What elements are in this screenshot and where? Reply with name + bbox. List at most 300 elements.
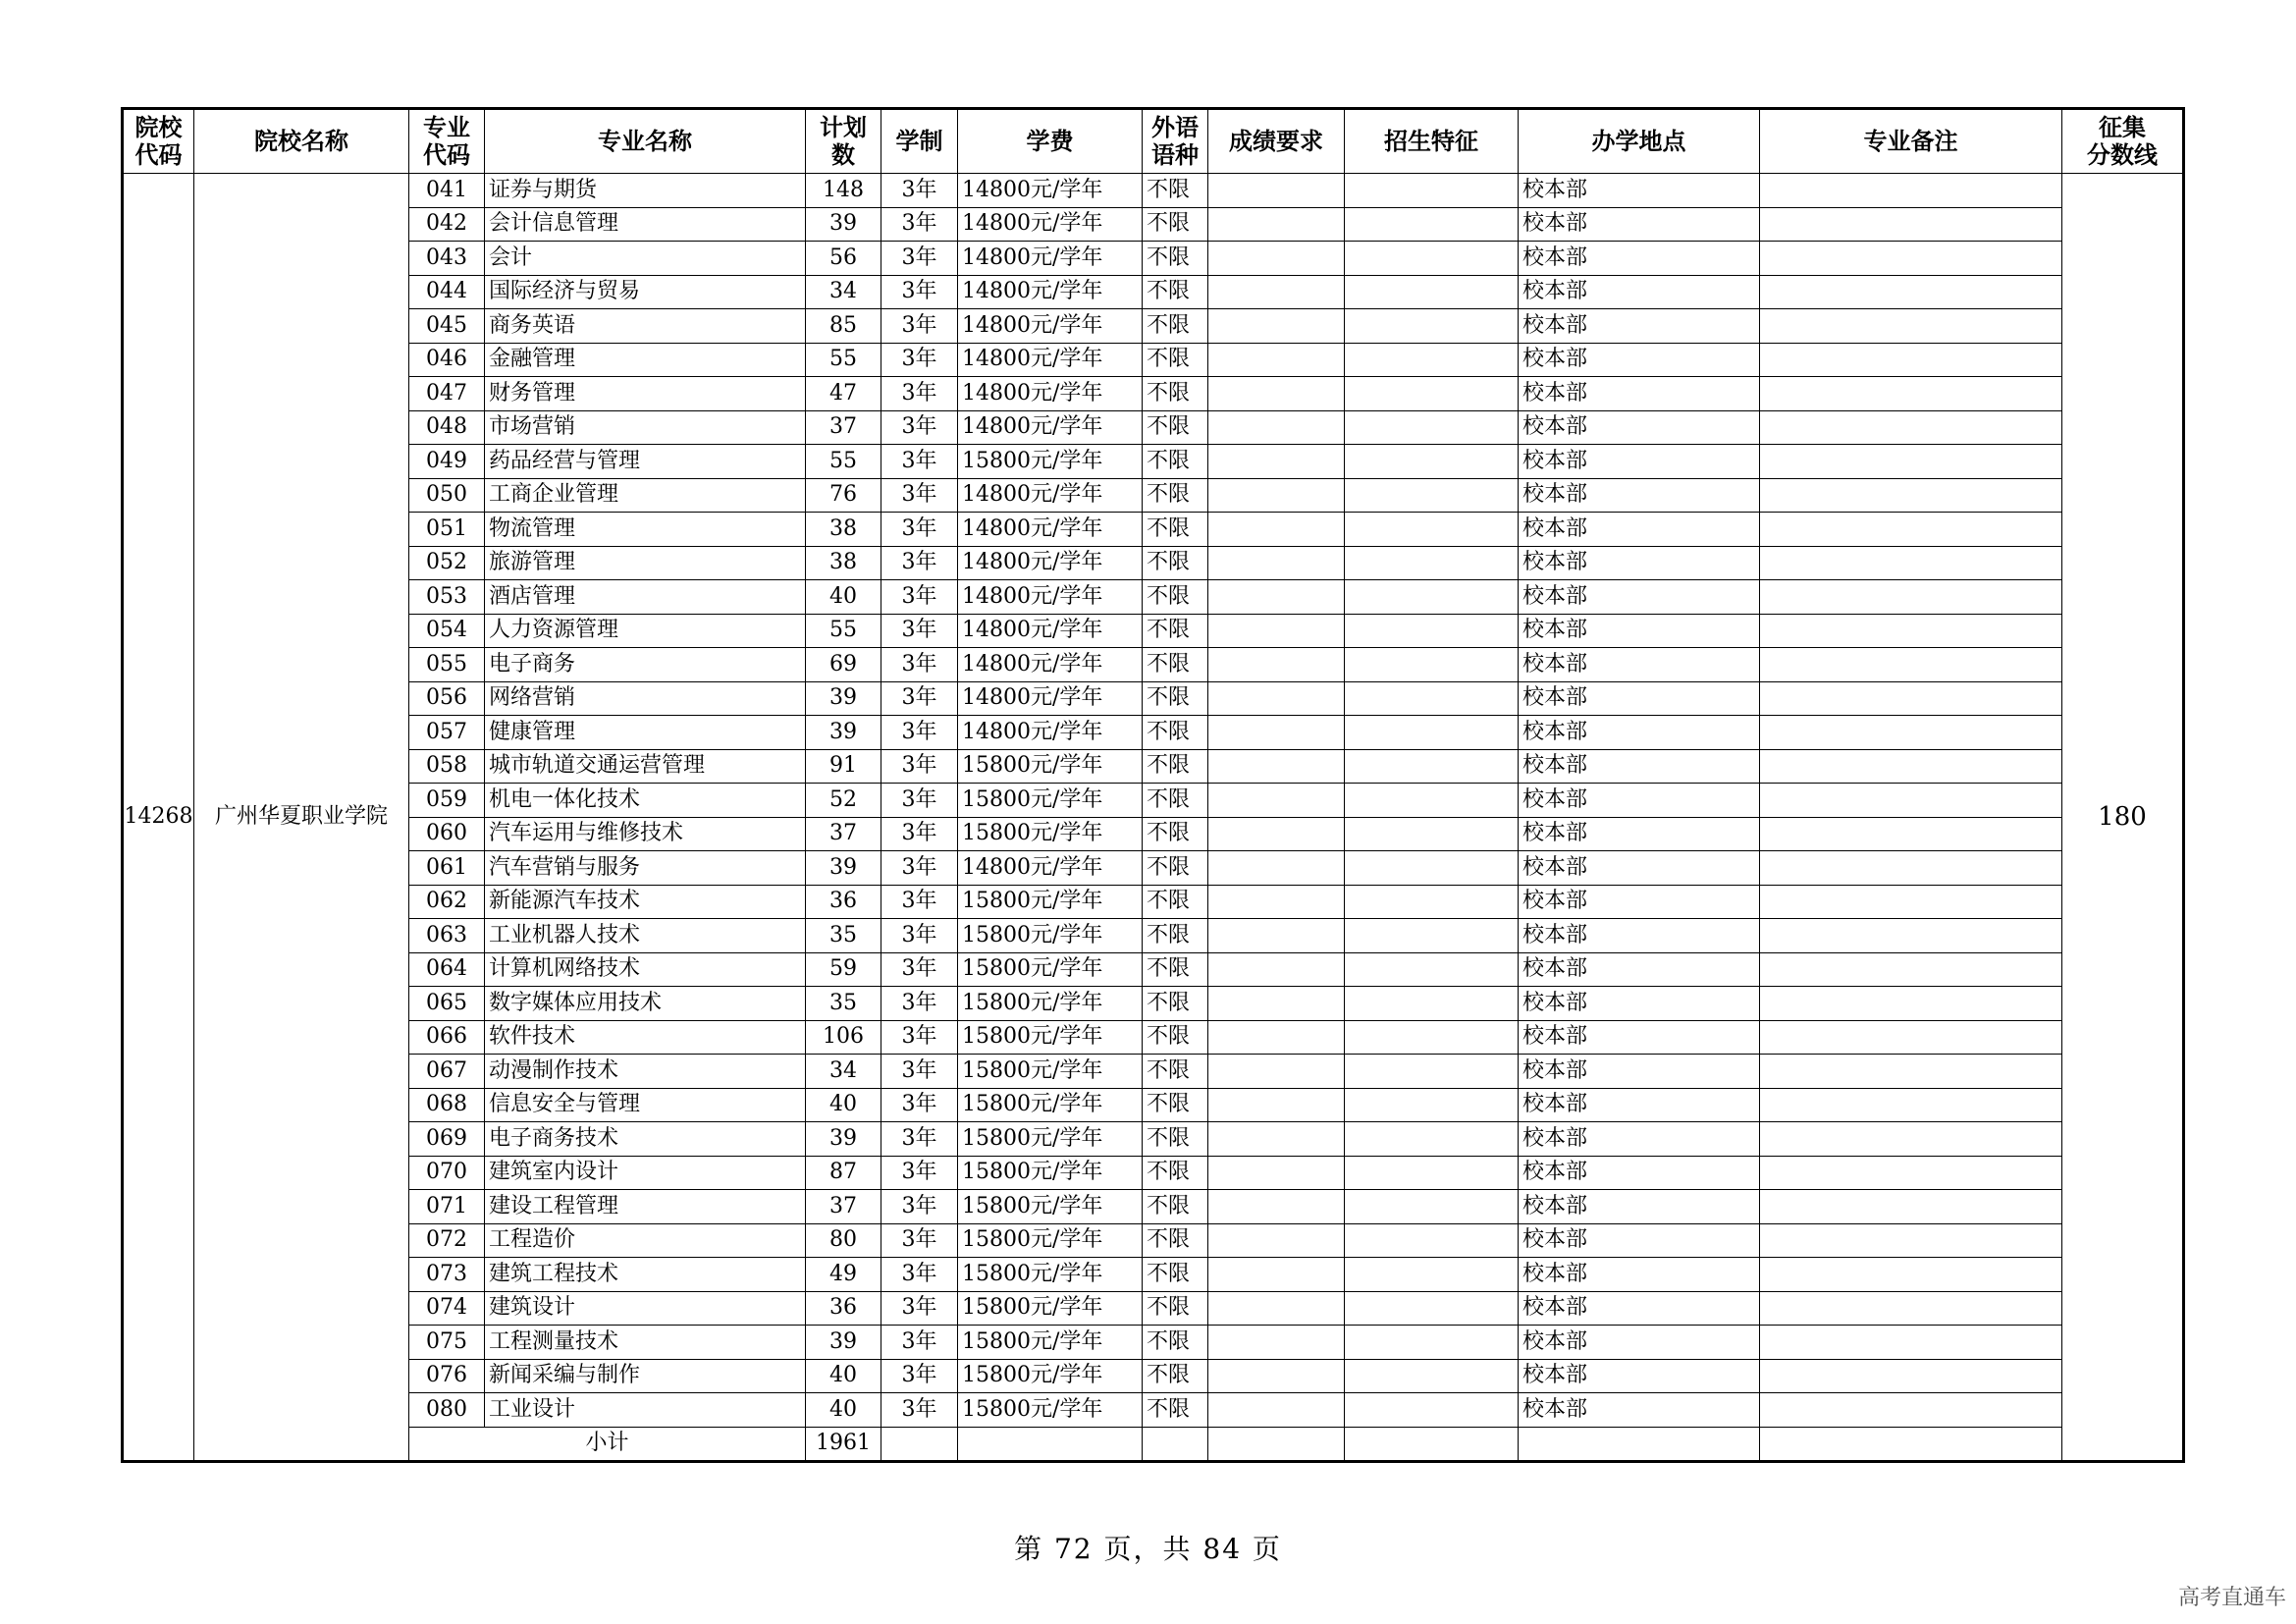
duration-cell: 3年	[881, 1258, 958, 1292]
major-name-cell: 汽车运用与维修技术	[485, 817, 806, 851]
language-cell: 不限	[1143, 716, 1208, 750]
cutoff-cell: 180	[2062, 174, 2184, 1462]
language-cell: 不限	[1143, 513, 1208, 547]
major-code-cell: 060	[409, 817, 485, 851]
tuition-cell: 15800元/学年	[958, 1190, 1143, 1224]
subtotal-duration	[881, 1427, 958, 1462]
features-cell	[1345, 1258, 1519, 1292]
major-name-cell: 商务英语	[485, 309, 806, 344]
major-code-cell: 054	[409, 614, 485, 648]
tuition-cell: 15800元/学年	[958, 1393, 1143, 1428]
major-code-cell: 042	[409, 207, 485, 242]
campus-cell: 校本部	[1519, 580, 1760, 615]
score-requirement-cell	[1208, 1088, 1345, 1122]
score-requirement-cell	[1208, 1122, 1345, 1157]
score-requirement-cell	[1208, 919, 1345, 953]
subtotal-label: 小计	[409, 1427, 806, 1462]
tuition-cell: 15800元/学年	[958, 1020, 1143, 1055]
plan-cell: 39	[806, 1326, 881, 1360]
table-row	[123, 1258, 2184, 1292]
language-cell: 不限	[1143, 1156, 1208, 1190]
major-code-cell: 070	[409, 1156, 485, 1190]
major-name-cell: 工业设计	[485, 1393, 806, 1428]
plan-cell: 35	[806, 919, 881, 953]
table-row	[123, 377, 2184, 411]
header-remarks: 专业备注	[1760, 109, 2062, 174]
score-requirement-cell	[1208, 513, 1345, 547]
remarks-cell	[1760, 174, 2062, 208]
remarks-cell	[1760, 580, 2062, 615]
major-code-cell: 064	[409, 952, 485, 987]
duration-cell: 3年	[881, 1223, 958, 1258]
header-major-name: 专业名称	[485, 109, 806, 174]
duration-cell: 3年	[881, 513, 958, 547]
language-cell: 不限	[1143, 1122, 1208, 1157]
major-name-cell: 网络营销	[485, 681, 806, 716]
major-code-cell: 065	[409, 987, 485, 1021]
remarks-cell	[1760, 716, 2062, 750]
features-cell	[1345, 1055, 1519, 1089]
features-cell	[1345, 614, 1519, 648]
table-row	[123, 1393, 2184, 1428]
tuition-cell: 15800元/学年	[958, 952, 1143, 987]
plan-cell: 69	[806, 648, 881, 682]
duration-cell: 3年	[881, 1122, 958, 1157]
table-row	[123, 817, 2184, 851]
features-cell	[1345, 174, 1519, 208]
features-cell	[1345, 1326, 1519, 1360]
plan-cell: 39	[806, 1122, 881, 1157]
language-cell: 不限	[1143, 1359, 1208, 1393]
major-code-cell: 067	[409, 1055, 485, 1089]
score-requirement-cell	[1208, 174, 1345, 208]
score-requirement-cell	[1208, 1393, 1345, 1428]
table-row	[123, 1122, 2184, 1157]
features-cell	[1345, 513, 1519, 547]
features-cell	[1345, 952, 1519, 987]
subtotal-tuition	[958, 1427, 1143, 1462]
table-row	[123, 1088, 2184, 1122]
score-requirement-cell	[1208, 275, 1345, 309]
score-requirement-cell	[1208, 1020, 1345, 1055]
score-requirement-cell	[1208, 478, 1345, 513]
remarks-cell	[1760, 546, 2062, 580]
remarks-cell	[1760, 478, 2062, 513]
language-cell: 不限	[1143, 207, 1208, 242]
major-name-cell: 证券与期货	[485, 174, 806, 208]
major-name-cell: 建筑室内设计	[485, 1156, 806, 1190]
major-name-cell: 工商企业管理	[485, 478, 806, 513]
tuition-cell: 15800元/学年	[958, 1156, 1143, 1190]
remarks-cell	[1760, 377, 2062, 411]
score-requirement-cell	[1208, 1258, 1345, 1292]
campus-cell: 校本部	[1519, 614, 1760, 648]
duration-cell: 3年	[881, 1156, 958, 1190]
admission-plan-table	[121, 107, 2185, 1463]
major-name-cell: 会计信息管理	[485, 207, 806, 242]
score-requirement-cell	[1208, 851, 1345, 886]
table-row	[123, 1156, 2184, 1190]
language-cell: 不限	[1143, 1055, 1208, 1089]
table-row	[123, 1020, 2184, 1055]
tuition-cell: 14800元/学年	[958, 513, 1143, 547]
campus-cell: 校本部	[1519, 749, 1760, 784]
table-row	[123, 343, 2184, 377]
language-cell: 不限	[1143, 1326, 1208, 1360]
duration-cell: 3年	[881, 207, 958, 242]
score-requirement-cell	[1208, 614, 1345, 648]
remarks-cell	[1760, 410, 2062, 445]
major-code-cell: 076	[409, 1359, 485, 1393]
tuition-cell: 14800元/学年	[958, 309, 1143, 344]
remarks-cell	[1760, 1088, 2062, 1122]
remarks-cell	[1760, 513, 2062, 547]
watermark: 高考直通车	[2177, 1586, 2286, 1610]
score-requirement-cell	[1208, 1055, 1345, 1089]
major-code-cell: 071	[409, 1190, 485, 1224]
features-cell	[1345, 580, 1519, 615]
major-code-cell: 080	[409, 1393, 485, 1428]
major-code-cell: 041	[409, 174, 485, 208]
plan-cell: 40	[806, 1088, 881, 1122]
tuition-cell: 15800元/学年	[958, 1359, 1143, 1393]
plan-cell: 39	[806, 851, 881, 886]
language-cell: 不限	[1143, 987, 1208, 1021]
subtotal-plan: 1961	[806, 1427, 881, 1462]
duration-cell: 3年	[881, 546, 958, 580]
duration-cell: 3年	[881, 445, 958, 479]
campus-cell: 校本部	[1519, 1156, 1760, 1190]
language-cell: 不限	[1143, 309, 1208, 344]
remarks-cell	[1760, 445, 2062, 479]
tuition-cell: 14800元/学年	[958, 275, 1143, 309]
major-code-cell: 066	[409, 1020, 485, 1055]
remarks-cell	[1760, 784, 2062, 818]
remarks-cell	[1760, 1223, 2062, 1258]
campus-cell: 校本部	[1519, 410, 1760, 445]
features-cell	[1345, 1122, 1519, 1157]
major-name-cell: 药品经营与管理	[485, 445, 806, 479]
remarks-cell	[1760, 1055, 2062, 1089]
subtotal-campus	[1519, 1427, 1760, 1462]
language-cell: 不限	[1143, 546, 1208, 580]
duration-cell: 3年	[881, 309, 958, 344]
major-name-cell: 国际经济与贸易	[485, 275, 806, 309]
duration-cell: 3年	[881, 1088, 958, 1122]
remarks-cell	[1760, 987, 2062, 1021]
remarks-cell	[1760, 309, 2062, 344]
plan-cell: 37	[806, 1190, 881, 1224]
score-requirement-cell	[1208, 309, 1345, 344]
tuition-cell: 15800元/学年	[958, 1122, 1143, 1157]
campus-cell: 校本部	[1519, 1020, 1760, 1055]
language-cell: 不限	[1143, 1258, 1208, 1292]
major-code-cell: 063	[409, 919, 485, 953]
major-name-cell: 人力资源管理	[485, 614, 806, 648]
tuition-cell: 14800元/学年	[958, 174, 1143, 208]
language-cell: 不限	[1143, 1393, 1208, 1428]
tuition-cell: 15800元/学年	[958, 749, 1143, 784]
remarks-cell	[1760, 1359, 2062, 1393]
score-requirement-cell	[1208, 716, 1345, 750]
major-name-cell: 计算机网络技术	[485, 952, 806, 987]
plan-cell: 34	[806, 1055, 881, 1089]
campus-cell: 校本部	[1519, 546, 1760, 580]
major-name-cell: 物流管理	[485, 513, 806, 547]
features-cell	[1345, 309, 1519, 344]
duration-cell: 3年	[881, 1359, 958, 1393]
score-requirement-cell	[1208, 784, 1345, 818]
remarks-cell	[1760, 1190, 2062, 1224]
plan-cell: 87	[806, 1156, 881, 1190]
header-features: 招生特征	[1345, 109, 1519, 174]
features-cell	[1345, 851, 1519, 886]
duration-cell: 3年	[881, 1291, 958, 1326]
table-row	[123, 1291, 2184, 1326]
remarks-cell	[1760, 242, 2062, 276]
tuition-cell: 14800元/学年	[958, 207, 1143, 242]
features-cell	[1345, 1393, 1519, 1428]
plan-cell: 40	[806, 580, 881, 615]
language-cell: 不限	[1143, 275, 1208, 309]
score-requirement-cell	[1208, 410, 1345, 445]
features-cell	[1345, 1291, 1519, 1326]
remarks-cell	[1760, 1326, 2062, 1360]
major-name-cell: 工程造价	[485, 1223, 806, 1258]
duration-cell: 3年	[881, 716, 958, 750]
major-code-cell: 051	[409, 513, 485, 547]
major-code-cell: 068	[409, 1088, 485, 1122]
language-cell: 不限	[1143, 478, 1208, 513]
tuition-cell: 15800元/学年	[958, 1055, 1143, 1089]
major-code-cell: 048	[409, 410, 485, 445]
features-cell	[1345, 749, 1519, 784]
tuition-cell: 14800元/学年	[958, 614, 1143, 648]
major-name-cell: 城市轨道交通运营管理	[485, 749, 806, 784]
plan-cell: 37	[806, 817, 881, 851]
table-row	[123, 987, 2184, 1021]
features-cell	[1345, 681, 1519, 716]
language-cell: 不限	[1143, 851, 1208, 886]
plan-cell: 39	[806, 716, 881, 750]
tuition-cell: 15800元/学年	[958, 987, 1143, 1021]
major-code-cell: 050	[409, 478, 485, 513]
score-requirement-cell	[1208, 1291, 1345, 1326]
remarks-cell	[1760, 1020, 2062, 1055]
major-code-cell: 047	[409, 377, 485, 411]
campus-cell: 校本部	[1519, 174, 1760, 208]
major-code-cell: 049	[409, 445, 485, 479]
features-cell	[1345, 242, 1519, 276]
tuition-cell: 14800元/学年	[958, 648, 1143, 682]
campus-cell: 校本部	[1519, 1088, 1760, 1122]
tuition-cell: 15800元/学年	[958, 1088, 1143, 1122]
header-score-requirement: 成绩要求	[1208, 109, 1345, 174]
major-code-cell: 045	[409, 309, 485, 344]
table-row	[123, 885, 2184, 919]
language-cell: 不限	[1143, 885, 1208, 919]
score-requirement-cell	[1208, 377, 1345, 411]
language-cell: 不限	[1143, 681, 1208, 716]
score-requirement-cell	[1208, 648, 1345, 682]
duration-cell: 3年	[881, 1393, 958, 1428]
tuition-cell: 14800元/学年	[958, 377, 1143, 411]
major-code-cell: 073	[409, 1258, 485, 1292]
tuition-cell: 14800元/学年	[958, 478, 1143, 513]
major-code-cell: 052	[409, 546, 485, 580]
duration-cell: 3年	[881, 1190, 958, 1224]
campus-cell: 校本部	[1519, 885, 1760, 919]
language-cell: 不限	[1143, 784, 1208, 818]
duration-cell: 3年	[881, 851, 958, 886]
remarks-cell	[1760, 817, 2062, 851]
score-requirement-cell	[1208, 1156, 1345, 1190]
table-row	[123, 784, 2184, 818]
features-cell	[1345, 1156, 1519, 1190]
plan-cell: 36	[806, 885, 881, 919]
subtotal-score	[1208, 1427, 1345, 1462]
campus-cell: 校本部	[1519, 478, 1760, 513]
subtotal-features	[1345, 1427, 1519, 1462]
features-cell	[1345, 207, 1519, 242]
plan-cell: 85	[806, 309, 881, 344]
table-body	[123, 174, 2184, 1462]
language-cell: 不限	[1143, 1190, 1208, 1224]
major-code-cell: 055	[409, 648, 485, 682]
duration-cell: 3年	[881, 1020, 958, 1055]
major-code-cell: 072	[409, 1223, 485, 1258]
score-requirement-cell	[1208, 952, 1345, 987]
major-code-cell: 043	[409, 242, 485, 276]
major-name-cell: 数字媒体应用技术	[485, 987, 806, 1021]
score-requirement-cell	[1208, 546, 1345, 580]
duration-cell: 3年	[881, 580, 958, 615]
campus-cell: 校本部	[1519, 648, 1760, 682]
score-requirement-cell	[1208, 885, 1345, 919]
subtotal-remarks	[1760, 1427, 2062, 1462]
duration-cell: 3年	[881, 1326, 958, 1360]
plan-cell: 47	[806, 377, 881, 411]
header-major-code: 专业 代码	[409, 109, 485, 174]
campus-cell: 校本部	[1519, 275, 1760, 309]
remarks-cell	[1760, 1393, 2062, 1428]
campus-cell: 校本部	[1519, 1359, 1760, 1393]
campus-cell: 校本部	[1519, 784, 1760, 818]
header-row	[123, 109, 2184, 174]
table-row	[123, 952, 2184, 987]
plan-cell: 49	[806, 1258, 881, 1292]
header-school-code: 院校 代码	[123, 109, 194, 174]
remarks-cell	[1760, 275, 2062, 309]
table-row	[123, 445, 2184, 479]
language-cell: 不限	[1143, 343, 1208, 377]
table-row	[123, 749, 2184, 784]
campus-cell: 校本部	[1519, 851, 1760, 886]
major-name-cell: 会计	[485, 242, 806, 276]
duration-cell: 3年	[881, 648, 958, 682]
table-row	[123, 242, 2184, 276]
plan-cell: 37	[806, 410, 881, 445]
major-name-cell: 金融管理	[485, 343, 806, 377]
remarks-cell	[1760, 681, 2062, 716]
table-row	[123, 851, 2184, 886]
features-cell	[1345, 716, 1519, 750]
language-cell: 不限	[1143, 817, 1208, 851]
tuition-cell: 15800元/学年	[958, 1223, 1143, 1258]
major-code-cell: 069	[409, 1122, 485, 1157]
plan-cell: 35	[806, 987, 881, 1021]
language-cell: 不限	[1143, 445, 1208, 479]
language-cell: 不限	[1143, 580, 1208, 615]
table-row	[123, 1190, 2184, 1224]
duration-cell: 3年	[881, 749, 958, 784]
table-row	[123, 410, 2184, 445]
major-name-cell: 电子商务	[485, 648, 806, 682]
major-code-cell: 053	[409, 580, 485, 615]
remarks-cell	[1760, 919, 2062, 953]
language-cell: 不限	[1143, 377, 1208, 411]
language-cell: 不限	[1143, 1291, 1208, 1326]
duration-cell: 3年	[881, 275, 958, 309]
tuition-cell: 14800元/学年	[958, 716, 1143, 750]
major-name-cell: 建设工程管理	[485, 1190, 806, 1224]
major-name-cell: 建筑设计	[485, 1291, 806, 1326]
tuition-cell: 14800元/学年	[958, 681, 1143, 716]
tuition-cell: 15800元/学年	[958, 1258, 1143, 1292]
plan-cell: 148	[806, 174, 881, 208]
score-requirement-cell	[1208, 681, 1345, 716]
campus-cell: 校本部	[1519, 681, 1760, 716]
campus-cell: 校本部	[1519, 242, 1760, 276]
plan-cell: 56	[806, 242, 881, 276]
major-name-cell: 旅游管理	[485, 546, 806, 580]
language-cell: 不限	[1143, 648, 1208, 682]
remarks-cell	[1760, 1156, 2062, 1190]
table-row	[123, 207, 2184, 242]
plan-cell: 52	[806, 784, 881, 818]
major-name-cell: 财务管理	[485, 377, 806, 411]
campus-cell: 校本部	[1519, 207, 1760, 242]
duration-cell: 3年	[881, 343, 958, 377]
features-cell	[1345, 919, 1519, 953]
language-cell: 不限	[1143, 174, 1208, 208]
features-cell	[1345, 648, 1519, 682]
language-cell: 不限	[1143, 1020, 1208, 1055]
language-cell: 不限	[1143, 919, 1208, 953]
campus-cell: 校本部	[1519, 309, 1760, 344]
tuition-cell: 15800元/学年	[958, 885, 1143, 919]
score-requirement-cell	[1208, 1326, 1345, 1360]
remarks-cell	[1760, 885, 2062, 919]
duration-cell: 3年	[881, 478, 958, 513]
plan-cell: 39	[806, 207, 881, 242]
campus-cell: 校本部	[1519, 343, 1760, 377]
features-cell	[1345, 1359, 1519, 1393]
table-row	[123, 309, 2184, 344]
major-name-cell: 机电一体化技术	[485, 784, 806, 818]
table-row	[123, 1359, 2184, 1393]
features-cell	[1345, 817, 1519, 851]
table-row	[123, 1326, 2184, 1360]
remarks-cell	[1760, 648, 2062, 682]
major-name-cell: 市场营销	[485, 410, 806, 445]
campus-cell: 校本部	[1519, 1122, 1760, 1157]
duration-cell: 3年	[881, 817, 958, 851]
features-cell	[1345, 410, 1519, 445]
campus-cell: 校本部	[1519, 1326, 1760, 1360]
major-code-cell: 074	[409, 1291, 485, 1326]
campus-cell: 校本部	[1519, 1291, 1760, 1326]
